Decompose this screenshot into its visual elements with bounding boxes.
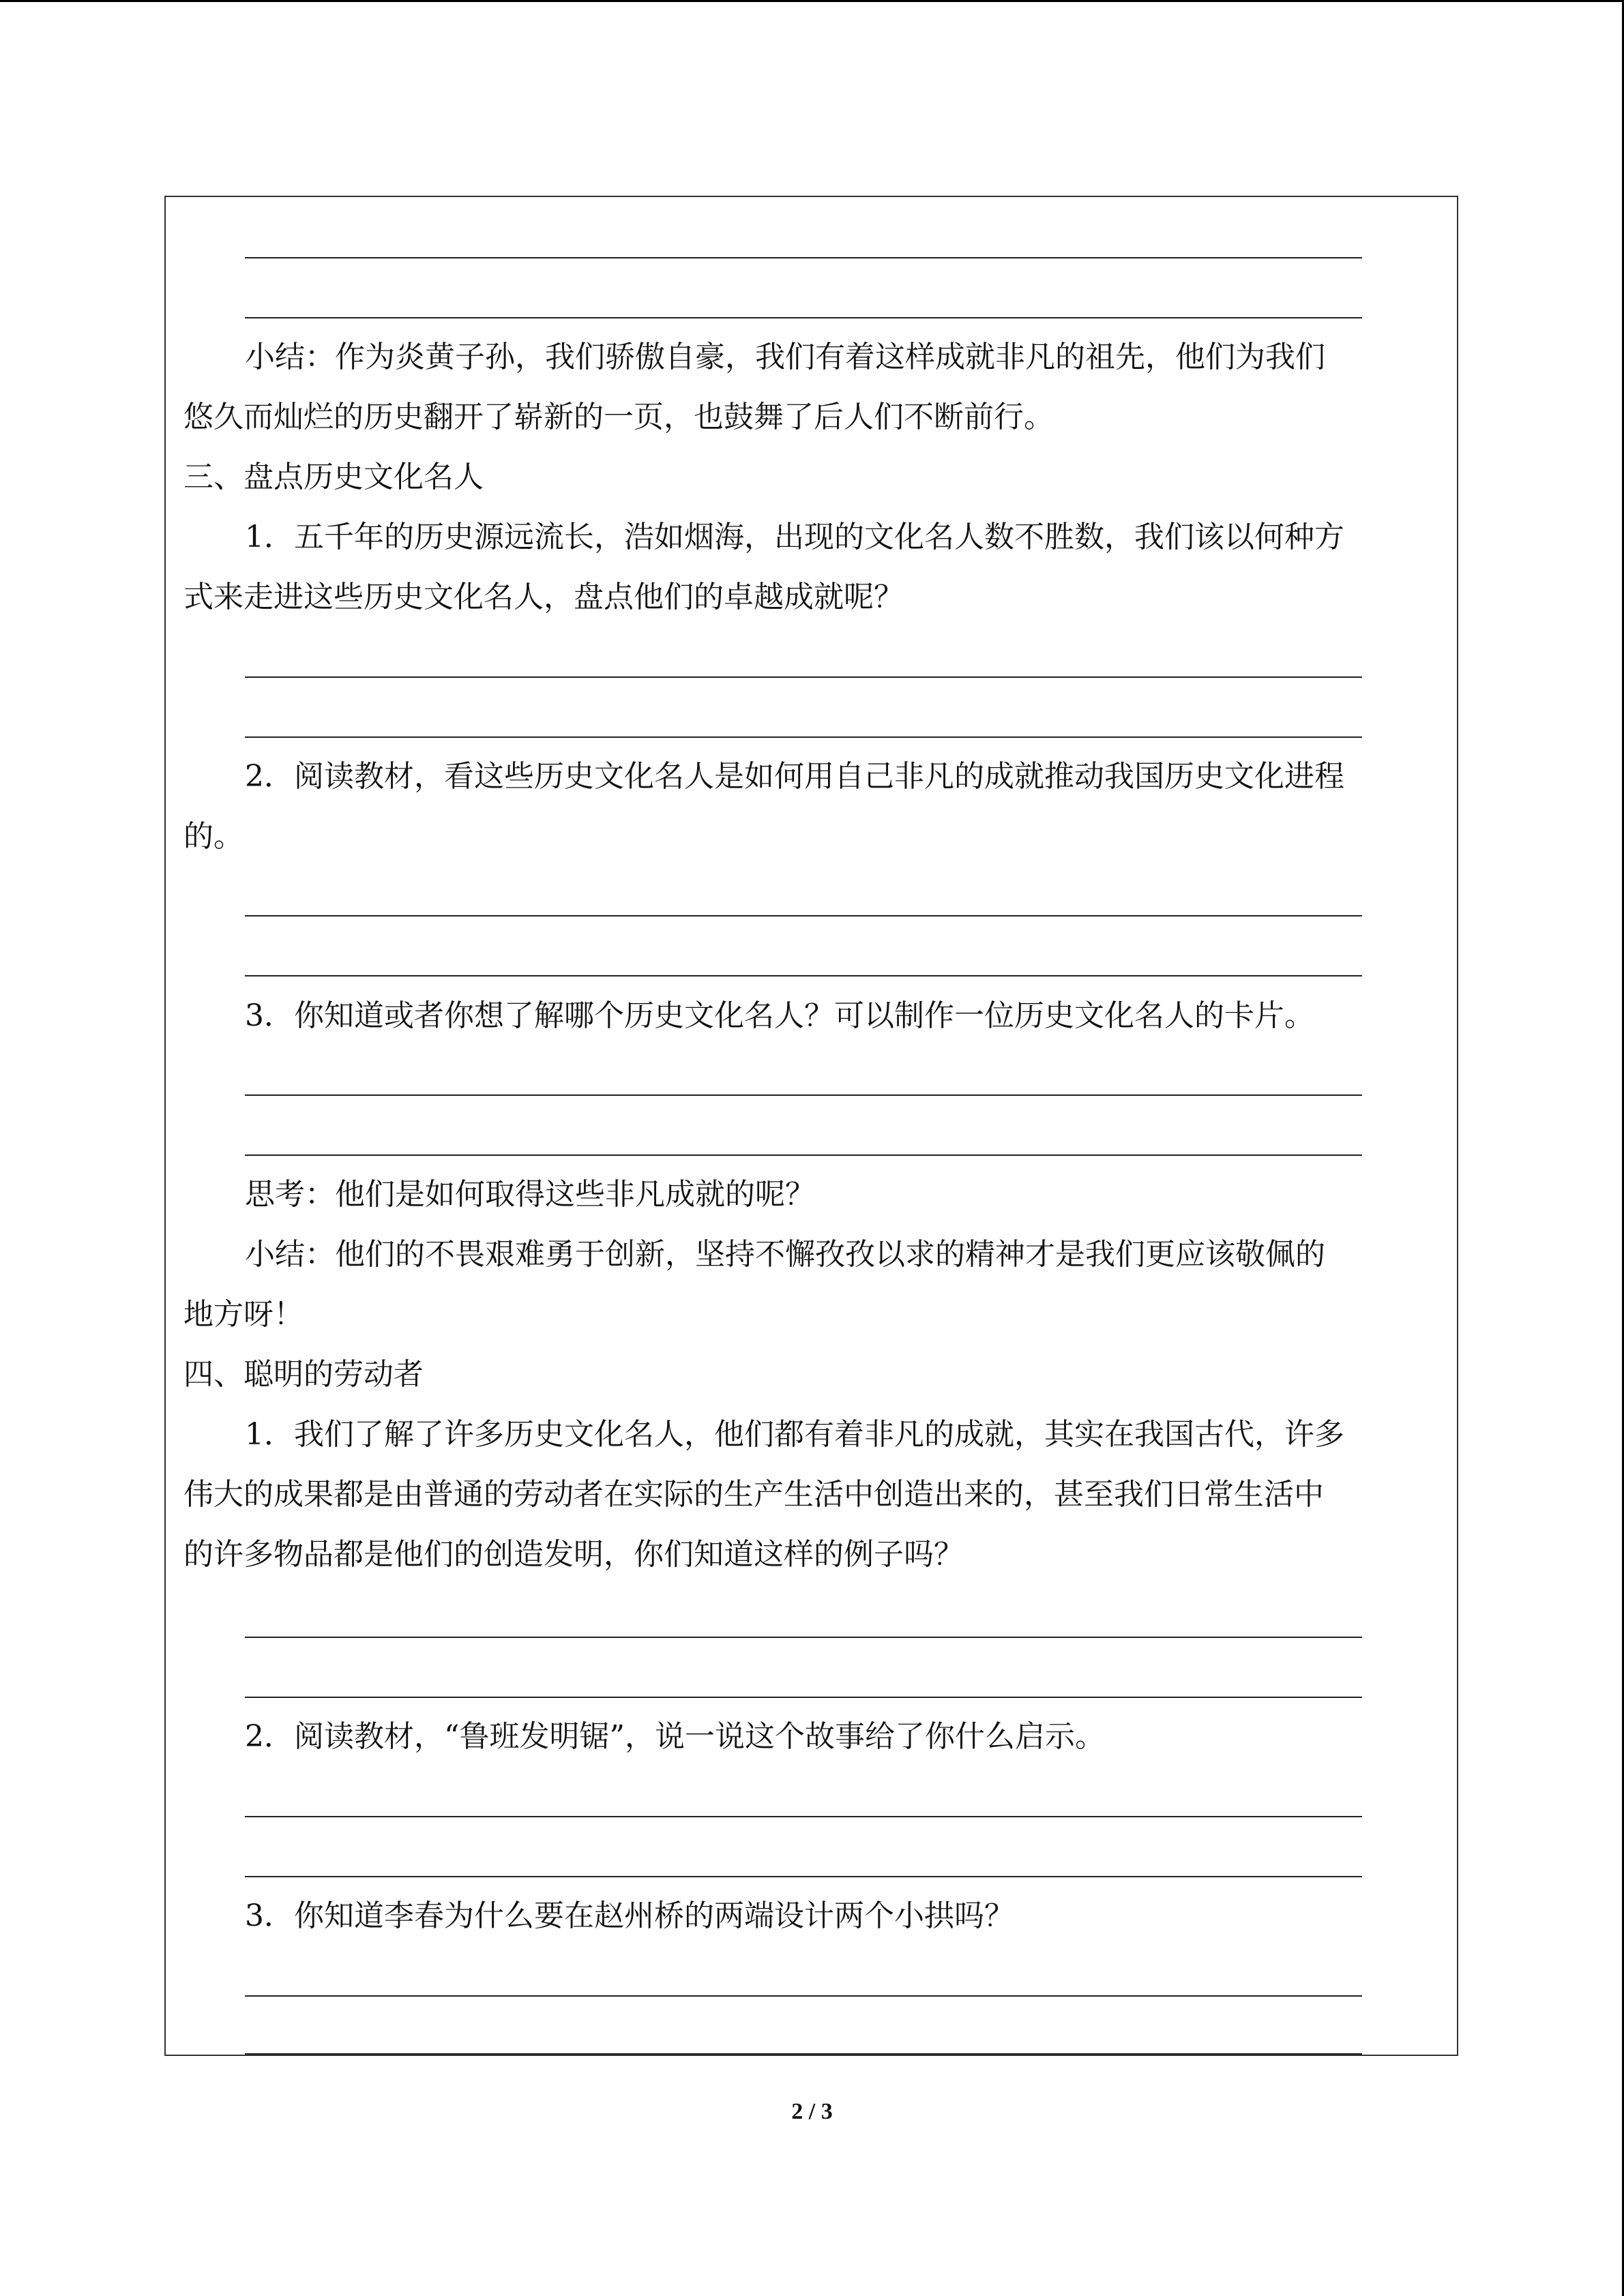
answer-line — [245, 1995, 1362, 1997]
content-frame — [164, 196, 1458, 2056]
answer-line — [245, 1876, 1362, 1877]
answer-line — [245, 736, 1362, 738]
answer-line — [245, 1697, 1362, 1698]
answer-line — [245, 915, 1362, 916]
question-line: 的。 — [183, 819, 243, 854]
question-line: 3．你知道或者你想了解哪个历史文化名人？可以制作一位历史文化名人的卡片。 — [245, 998, 1314, 1033]
section-heading: 三、盘点历史文化名人 — [183, 460, 484, 494]
question-line: 式来走进这些历史文化名人，盘点他们的卓越成就呢？ — [183, 580, 904, 614]
page-top-border — [0, 0, 1624, 2]
answer-line — [245, 1154, 1362, 1156]
question-line: 1．我们了解了许多历史文化名人，他们都有着非凡的成就，其实在我国古代，许多 — [245, 1417, 1344, 1452]
answer-line — [245, 2053, 1362, 2055]
question-line: 3．你知道李春为什么要在赵州桥的两端设计两个小拱吗？ — [245, 1898, 1014, 1933]
question-line: 的许多物品都是他们的创造发明，你们知道这样的例子吗？ — [183, 1537, 964, 1572]
page-number: 2 / 3 — [791, 2099, 833, 2124]
answer-line — [245, 1637, 1362, 1638]
answer-line — [245, 676, 1362, 678]
question-line: 伟大的成果都是由普通的劳动者在实际的生产生活中创造出来的，甚至我们日常生活中 — [183, 1477, 1324, 1512]
thinking-prompt: 思考：他们是如何取得这些非凡成就的呢？ — [245, 1177, 815, 1212]
question-line: 1．五千年的历史源远流长，浩如烟海，出现的文化名人数不胜数，我们该以何种方 — [245, 520, 1344, 554]
summary-paragraph-line: 悠久而灿烂的历史翻开了崭新的一页，也鼓舞了后人们不断前行。 — [183, 400, 1054, 434]
answer-line — [245, 1816, 1362, 1817]
answer-line — [245, 317, 1362, 318]
summary-paragraph-line: 小结：他们的不畏艰难勇于创新，坚持不懈孜孜以求的精神才是我们更应该敬佩的 — [245, 1237, 1325, 1272]
answer-line — [245, 1094, 1362, 1096]
answer-line — [245, 975, 1362, 976]
section-heading: 四、聪明的劳动者 — [183, 1357, 424, 1392]
summary-paragraph-line: 小结：作为炎黄子孙，我们骄傲自豪，我们有着这样成就非凡的祖先，他们为我们 — [245, 340, 1325, 374]
summary-paragraph-line: 地方呀！ — [183, 1297, 304, 1332]
answer-line — [245, 257, 1362, 258]
question-line: 2．阅读教材，看这些历史文化名人是如何用自己非凡的成就推动我国历史文化进程 — [245, 759, 1344, 794]
question-line: 2．阅读教材，“鲁班发明锯”，说一说这个故事给了你什么启示。 — [245, 1719, 1105, 1754]
